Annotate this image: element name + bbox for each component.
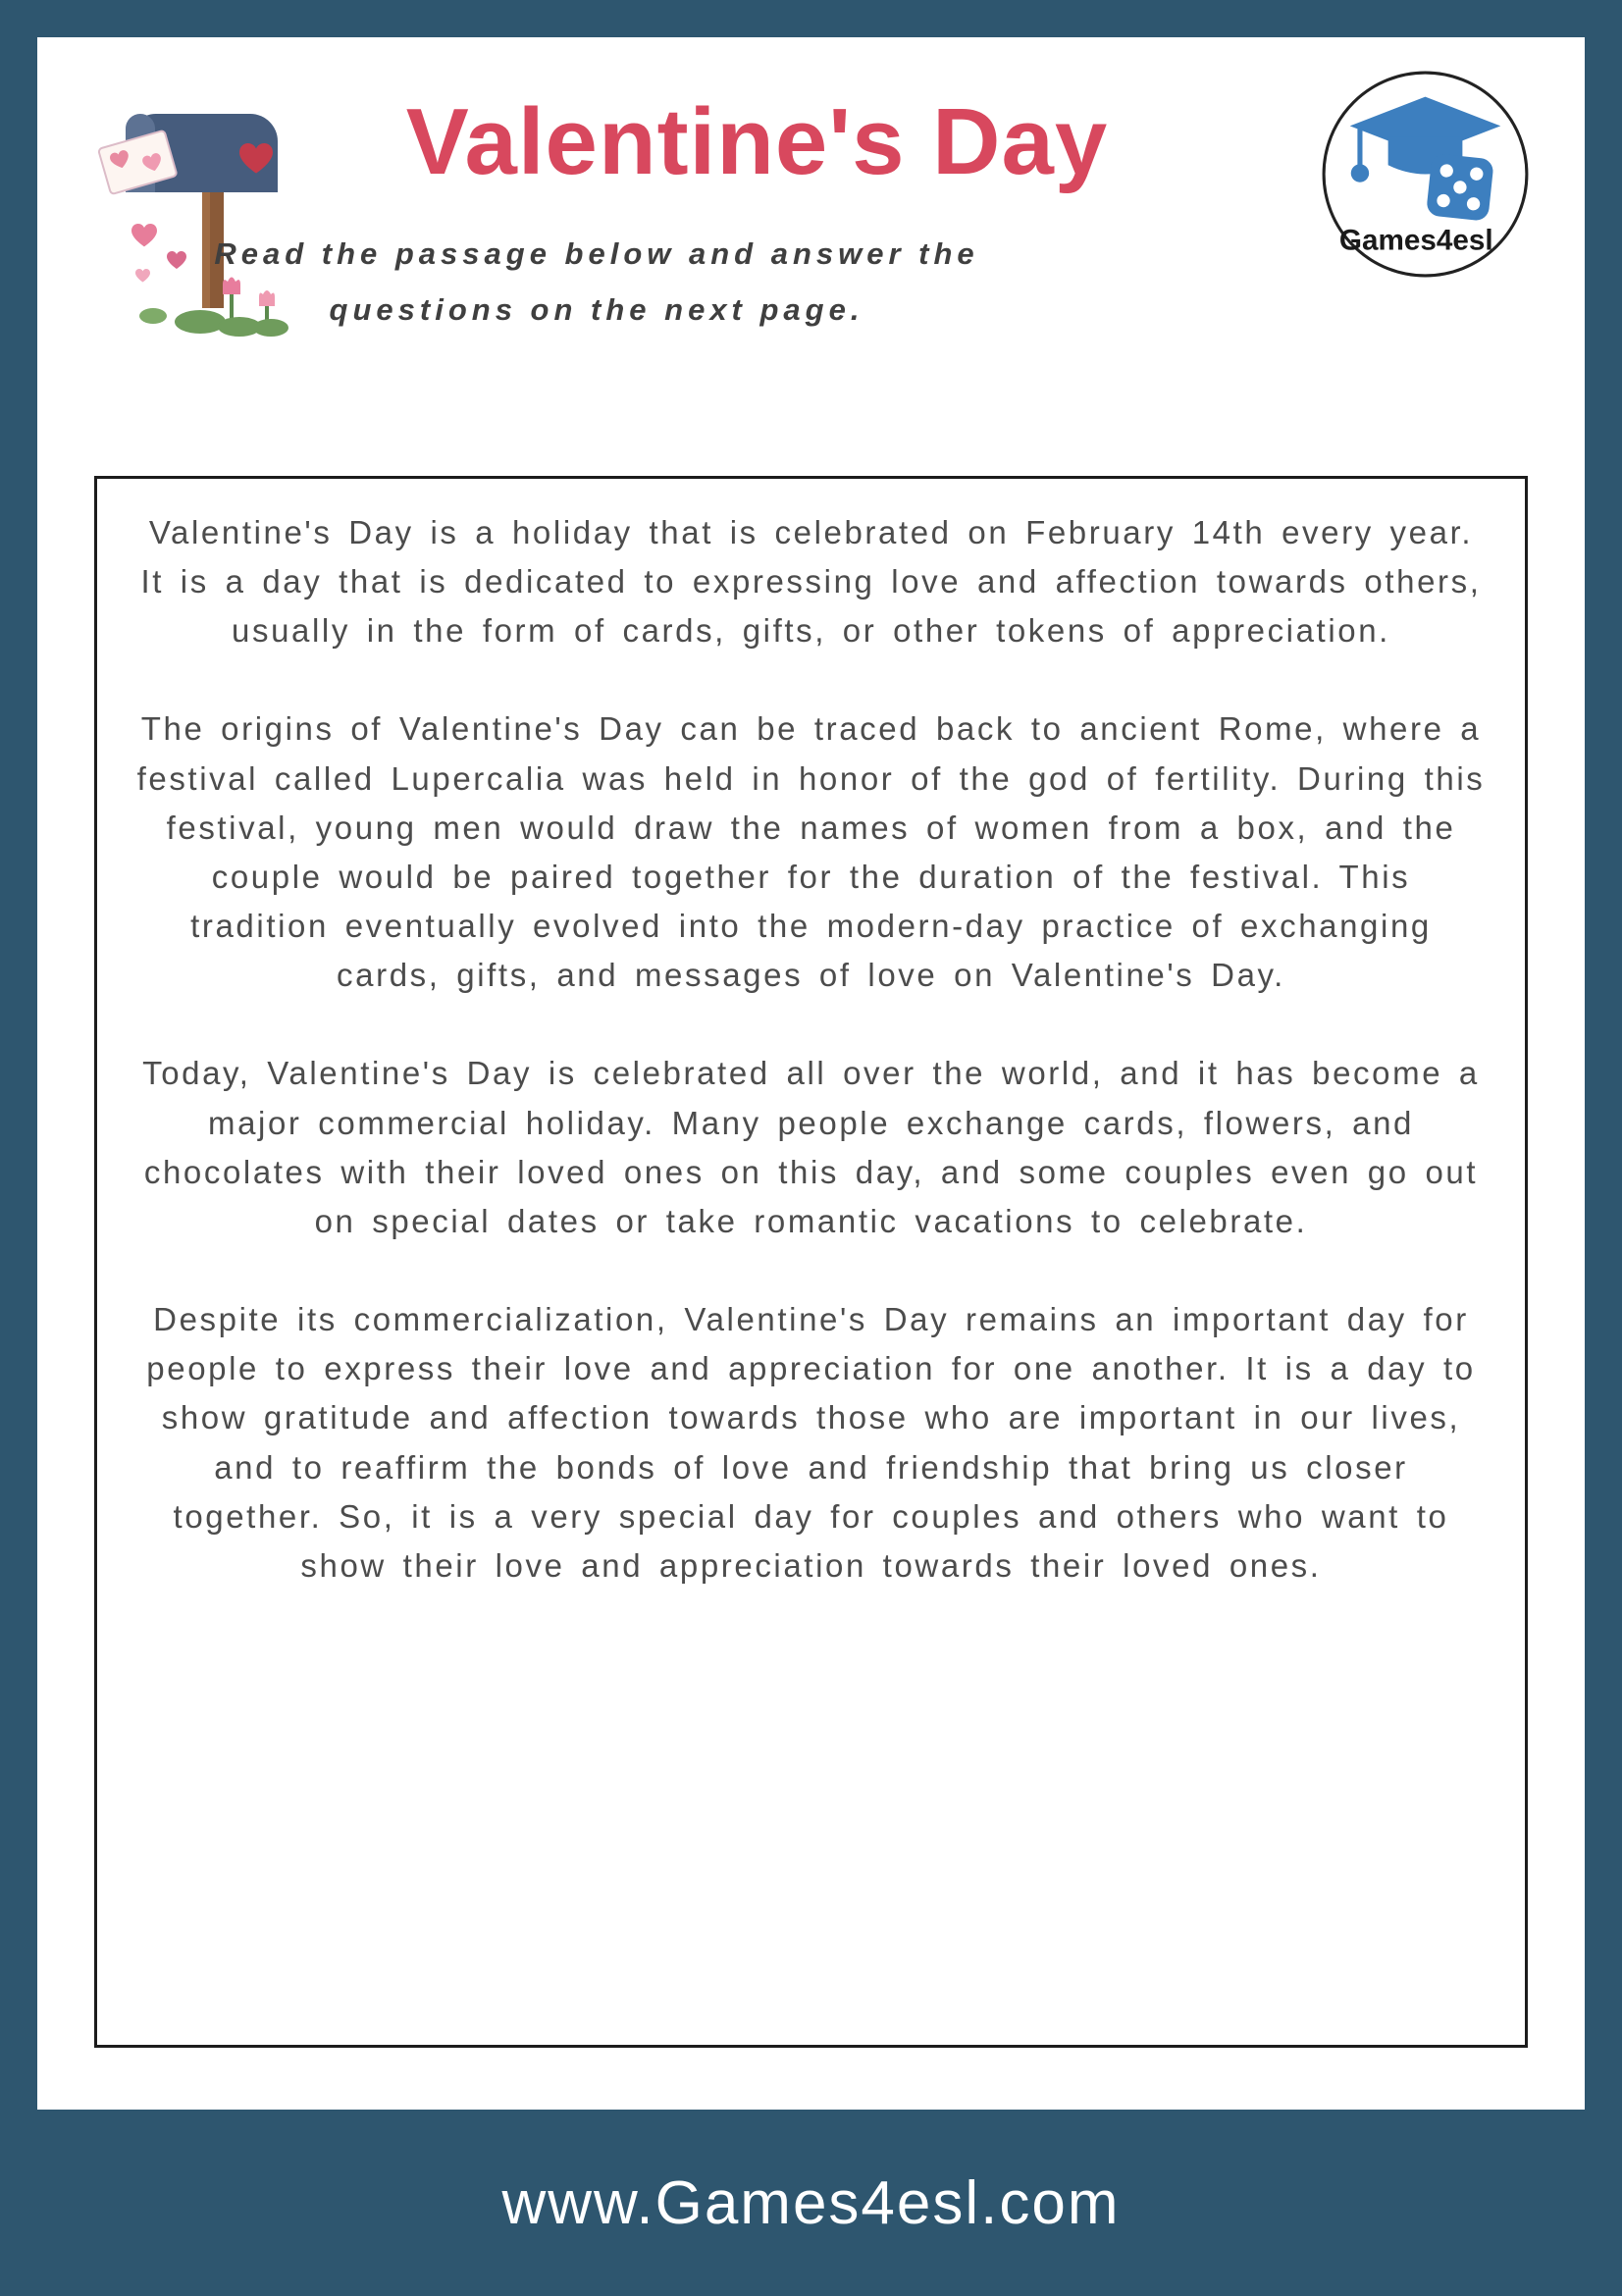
heart-icon	[135, 269, 150, 283]
instructions-line-1: Read the passage below and answer the	[214, 236, 979, 271]
passage-paragraph-1: Valentine's Day is a holiday that is celebrated on February 14th every year. It is a day that is dedicated to expressing love and affection towards others, usually in the form of cards, gifts, or other tokens of appreciation.	[140, 514, 1482, 650]
heart-icon	[131, 224, 157, 246]
games4esl-logo	[1320, 69, 1531, 280]
passage-paragraph-3: Today, Valentine's Day is celebrated all over the world, and it has become a major commercial holiday. Many people exchange cards, flowers, and chocolates with their loved ones on this day, and some couples even go out on special dates or take romantic vacations to celebrate.	[142, 1055, 1480, 1239]
footer	[0, 2110, 1622, 2296]
passage-box	[94, 476, 1528, 2048]
instructions-line-2: questions on the next page.	[329, 292, 864, 328]
page-title: Valentine's Day	[405, 89, 1109, 194]
header	[37, 37, 1585, 449]
passage-paragraph-4: Despite its commercialization, Valentine's Day remains an important day for people to express their love and appreciation for one another. It is a day to show gratitude and affection towards those who are important in our lives, and to reaffirm the bonds of love and friendship that bring us closer together. So, it is a very special day for couples and others who want to show their love and appreciation towards their loved ones.	[146, 1301, 1476, 1584]
website-url: www.Games4esl.com	[501, 2168, 1121, 2237]
page	[37, 37, 1585, 2110]
logo-text: Games4esl	[1338, 224, 1493, 257]
dice-icon	[1426, 153, 1494, 222]
passage-paragraph-2: The origins of Valentine's Day can be traced back to ancient Rome, where a festival called Lupercalia was held in honor of the god of fertility. During this festival, young men would draw the names of women from a box, and the couple would be paired together for the duration of the festival. This tradition eventually evolved into the modern-day practice of exchanging cards, gifts, and messages of love on Valentine's Day.	[136, 710, 1486, 994]
instructions	[165, 226, 1028, 339]
